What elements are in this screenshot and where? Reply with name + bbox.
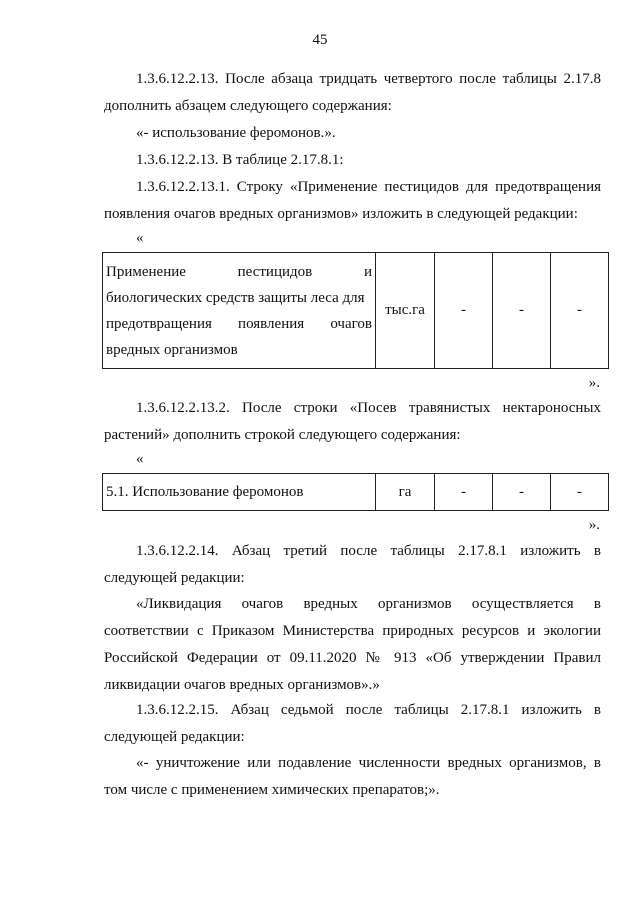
- paragraph-9-line-1: «- уничтожение или подавление численности вредных организмов, в: [136, 755, 601, 771]
- paragraph-6: [104, 538, 601, 592]
- paragraph-7-line-3: Российской Федерации от 09.11.2020 № 913 «Об утверждении Правил: [104, 650, 601, 666]
- table-2: [102, 473, 609, 511]
- paragraph-7-line-1: «Ликвидация очагов вредных организмов осуществляется в: [136, 596, 601, 612]
- paragraph-1-line-2: дополнить абзацем следующего содержания:: [104, 98, 392, 114]
- paragraph-1: [104, 66, 601, 120]
- table-1-name-cell: [103, 253, 376, 369]
- table-1-name-line-1: Применение пестицидов и: [106, 263, 372, 280]
- paragraph-4: [104, 174, 601, 228]
- paragraph-1-line-1: 1.3.6.12.2.13. После абзаца тридцать четвертого после таблицы 2.17.8: [136, 71, 601, 87]
- table-2-value-2: -: [493, 474, 551, 511]
- table-1-name-line-3: предотвращения появления очагов: [106, 315, 372, 332]
- table-1-value-1: -: [435, 253, 493, 369]
- paragraph-4-line-2: появления очагов вредных организмов» изложить в следующей редакции:: [104, 206, 578, 222]
- table-1-unit-cell: тыс.га: [376, 253, 435, 369]
- table-1-value-3: -: [551, 253, 609, 369]
- table-1-value-2: -: [493, 253, 551, 369]
- paragraph-5: [104, 395, 601, 449]
- table-2-unit-cell: га: [376, 474, 435, 511]
- table-2-value-3: -: [551, 474, 609, 511]
- table-2-open-quote: «: [136, 451, 144, 467]
- paragraph-2: «- использование феромонов.».: [136, 125, 336, 141]
- paragraph-7-line-2: соответствии с Приказом Министерства природных ресурсов и экологии: [104, 623, 601, 639]
- paragraph-6-line-2: следующей редакции:: [104, 570, 245, 586]
- paragraph-7: [104, 591, 601, 699]
- page-number: 45: [312, 32, 328, 48]
- table-1-row: [103, 253, 609, 369]
- paragraph-3: 1.3.6.12.2.13. В таблице 2.17.8.1:: [136, 152, 344, 168]
- table-1-name-line-4: вредных организмов: [106, 341, 238, 358]
- paragraph-5-line-2: растений» дополнить строкой следующего содержания:: [104, 427, 461, 443]
- paragraph-8-line-1: 1.3.6.12.2.15. Абзац седьмой после таблицы 2.17.8.1 изложить в: [136, 702, 601, 718]
- paragraph-8-line-2: следующей редакции:: [104, 729, 245, 745]
- table-1-close-quote: ».: [588, 375, 600, 391]
- paragraph-9: [104, 750, 601, 804]
- paragraph-8: [104, 697, 601, 751]
- table-2-name-cell: 5.1. Использование феромонов: [103, 474, 376, 511]
- table-2-row: [103, 474, 609, 511]
- table-1: [102, 252, 609, 369]
- paragraph-9-line-2: том числе с применением химических препаратов;».: [104, 782, 440, 798]
- table-2-close-quote: ».: [588, 517, 600, 533]
- paragraph-6-line-1: 1.3.6.12.2.14. Абзац третий после таблицы 2.17.8.1 изложить в: [136, 543, 601, 559]
- table-2-value-1: -: [435, 474, 493, 511]
- paragraph-5-line-1: 1.3.6.12.2.13.2. После строки «Посев травянистых нектароносных: [136, 400, 601, 416]
- table-1-open-quote: «: [136, 230, 144, 246]
- paragraph-7-line-4: ликвидации очагов вредных организмов».»: [104, 677, 380, 693]
- paragraph-4-line-1: 1.3.6.12.2.13.1. Строку «Применение пестицидов для предотвращения: [136, 179, 601, 195]
- table-1-name-line-2: биологических средств защиты леса для: [106, 289, 365, 306]
